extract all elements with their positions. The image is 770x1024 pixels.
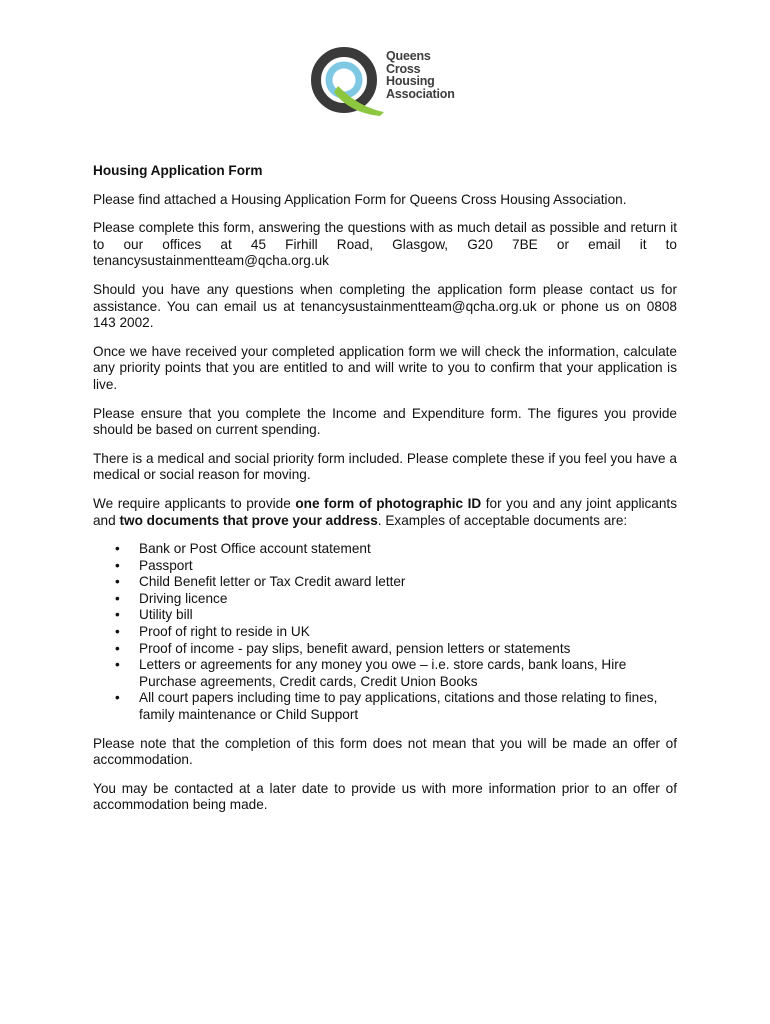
income-expenditure-paragraph: Please ensure that you complete the Income and Expenditure form. The figures you provide should be based on current spending. xyxy=(93,405,677,438)
list-item: • Passport xyxy=(93,558,677,575)
list-item: • All court papers including time to pay applications, citations and those relating to fines, family maintenance or Child Support xyxy=(93,690,677,723)
id-requirements-paragraph xyxy=(93,496,677,529)
id-text-1: We require applicants to provide xyxy=(93,495,296,511)
qcha-logo-mark-icon xyxy=(308,46,388,118)
list-item: • Letters or agreements for any money you owe – i.e. store cards, bank loans, Hire Purchase agreements, Credit cards, Credit Union Books xyxy=(93,657,677,690)
list-item: • Proof of right to reside in UK xyxy=(93,624,677,641)
list-item: • Driving licence xyxy=(93,591,677,608)
page-title: Housing Application Form xyxy=(93,163,263,178)
offer-disclaimer-paragraph: Please note that the completion of this form does not mean that you will be made an offer of accommodation. xyxy=(93,735,677,768)
list-item: • Proof of income - pay slips, benefit award, pension letters or statements xyxy=(93,641,677,658)
further-contact-paragraph: You may be contacted at a later date to provide us with more information prior to an offer of accommodation being made. xyxy=(93,780,677,813)
logo-line-4: Association xyxy=(386,86,455,101)
medical-social-paragraph: There is a medical and social priority form included. Please complete these if you feel you have a medical or social reason for moving. xyxy=(93,450,677,483)
list-item: • Utility bill xyxy=(93,607,677,624)
list-item: • Bank or Post Office account statement xyxy=(93,541,677,558)
address-docs-emphasis: two documents that prove your address xyxy=(119,512,378,528)
id-text-2: for you and any joint applicants and xyxy=(93,495,678,528)
contact-paragraph: Should you have any questions when completing the application form please contact us for assistance. You can email us at tenancysustainmentteam@qcha.org.uk or phone us on 0808 143 2002. xyxy=(93,281,677,331)
document-body xyxy=(93,163,677,826)
logo-wordmark xyxy=(386,50,455,100)
photo-id-emphasis: one form of photographic ID xyxy=(295,495,482,511)
list-item: • Child Benefit letter or Tax Credit award letter xyxy=(93,574,677,591)
processing-paragraph: Once we have received your completed application form we will check the information, calculate any priority points that you are entitled to and will write to you to confirm that your application is live. xyxy=(93,343,677,392)
intro-paragraph: Please find attached a Housing Application Form for Queens Cross Housing Association. xyxy=(93,191,627,207)
return-instructions-paragraph: Please complete this form, answering the questions with as much detail as possible and return it to our offices at 45 Firhill Road, Glasgow, G20 7BE or email it to tenancysustainmentteam@qcha.org.uk xyxy=(93,220,677,269)
logo-line-1: Queens xyxy=(386,49,431,63)
logo-line-2: Cross xyxy=(386,61,421,76)
acceptable-documents-list xyxy=(93,541,677,724)
logo-line-3: Housing xyxy=(386,74,435,88)
id-text-3: . Examples of acceptable documents are: xyxy=(377,512,628,528)
qcha-logo xyxy=(300,40,470,122)
